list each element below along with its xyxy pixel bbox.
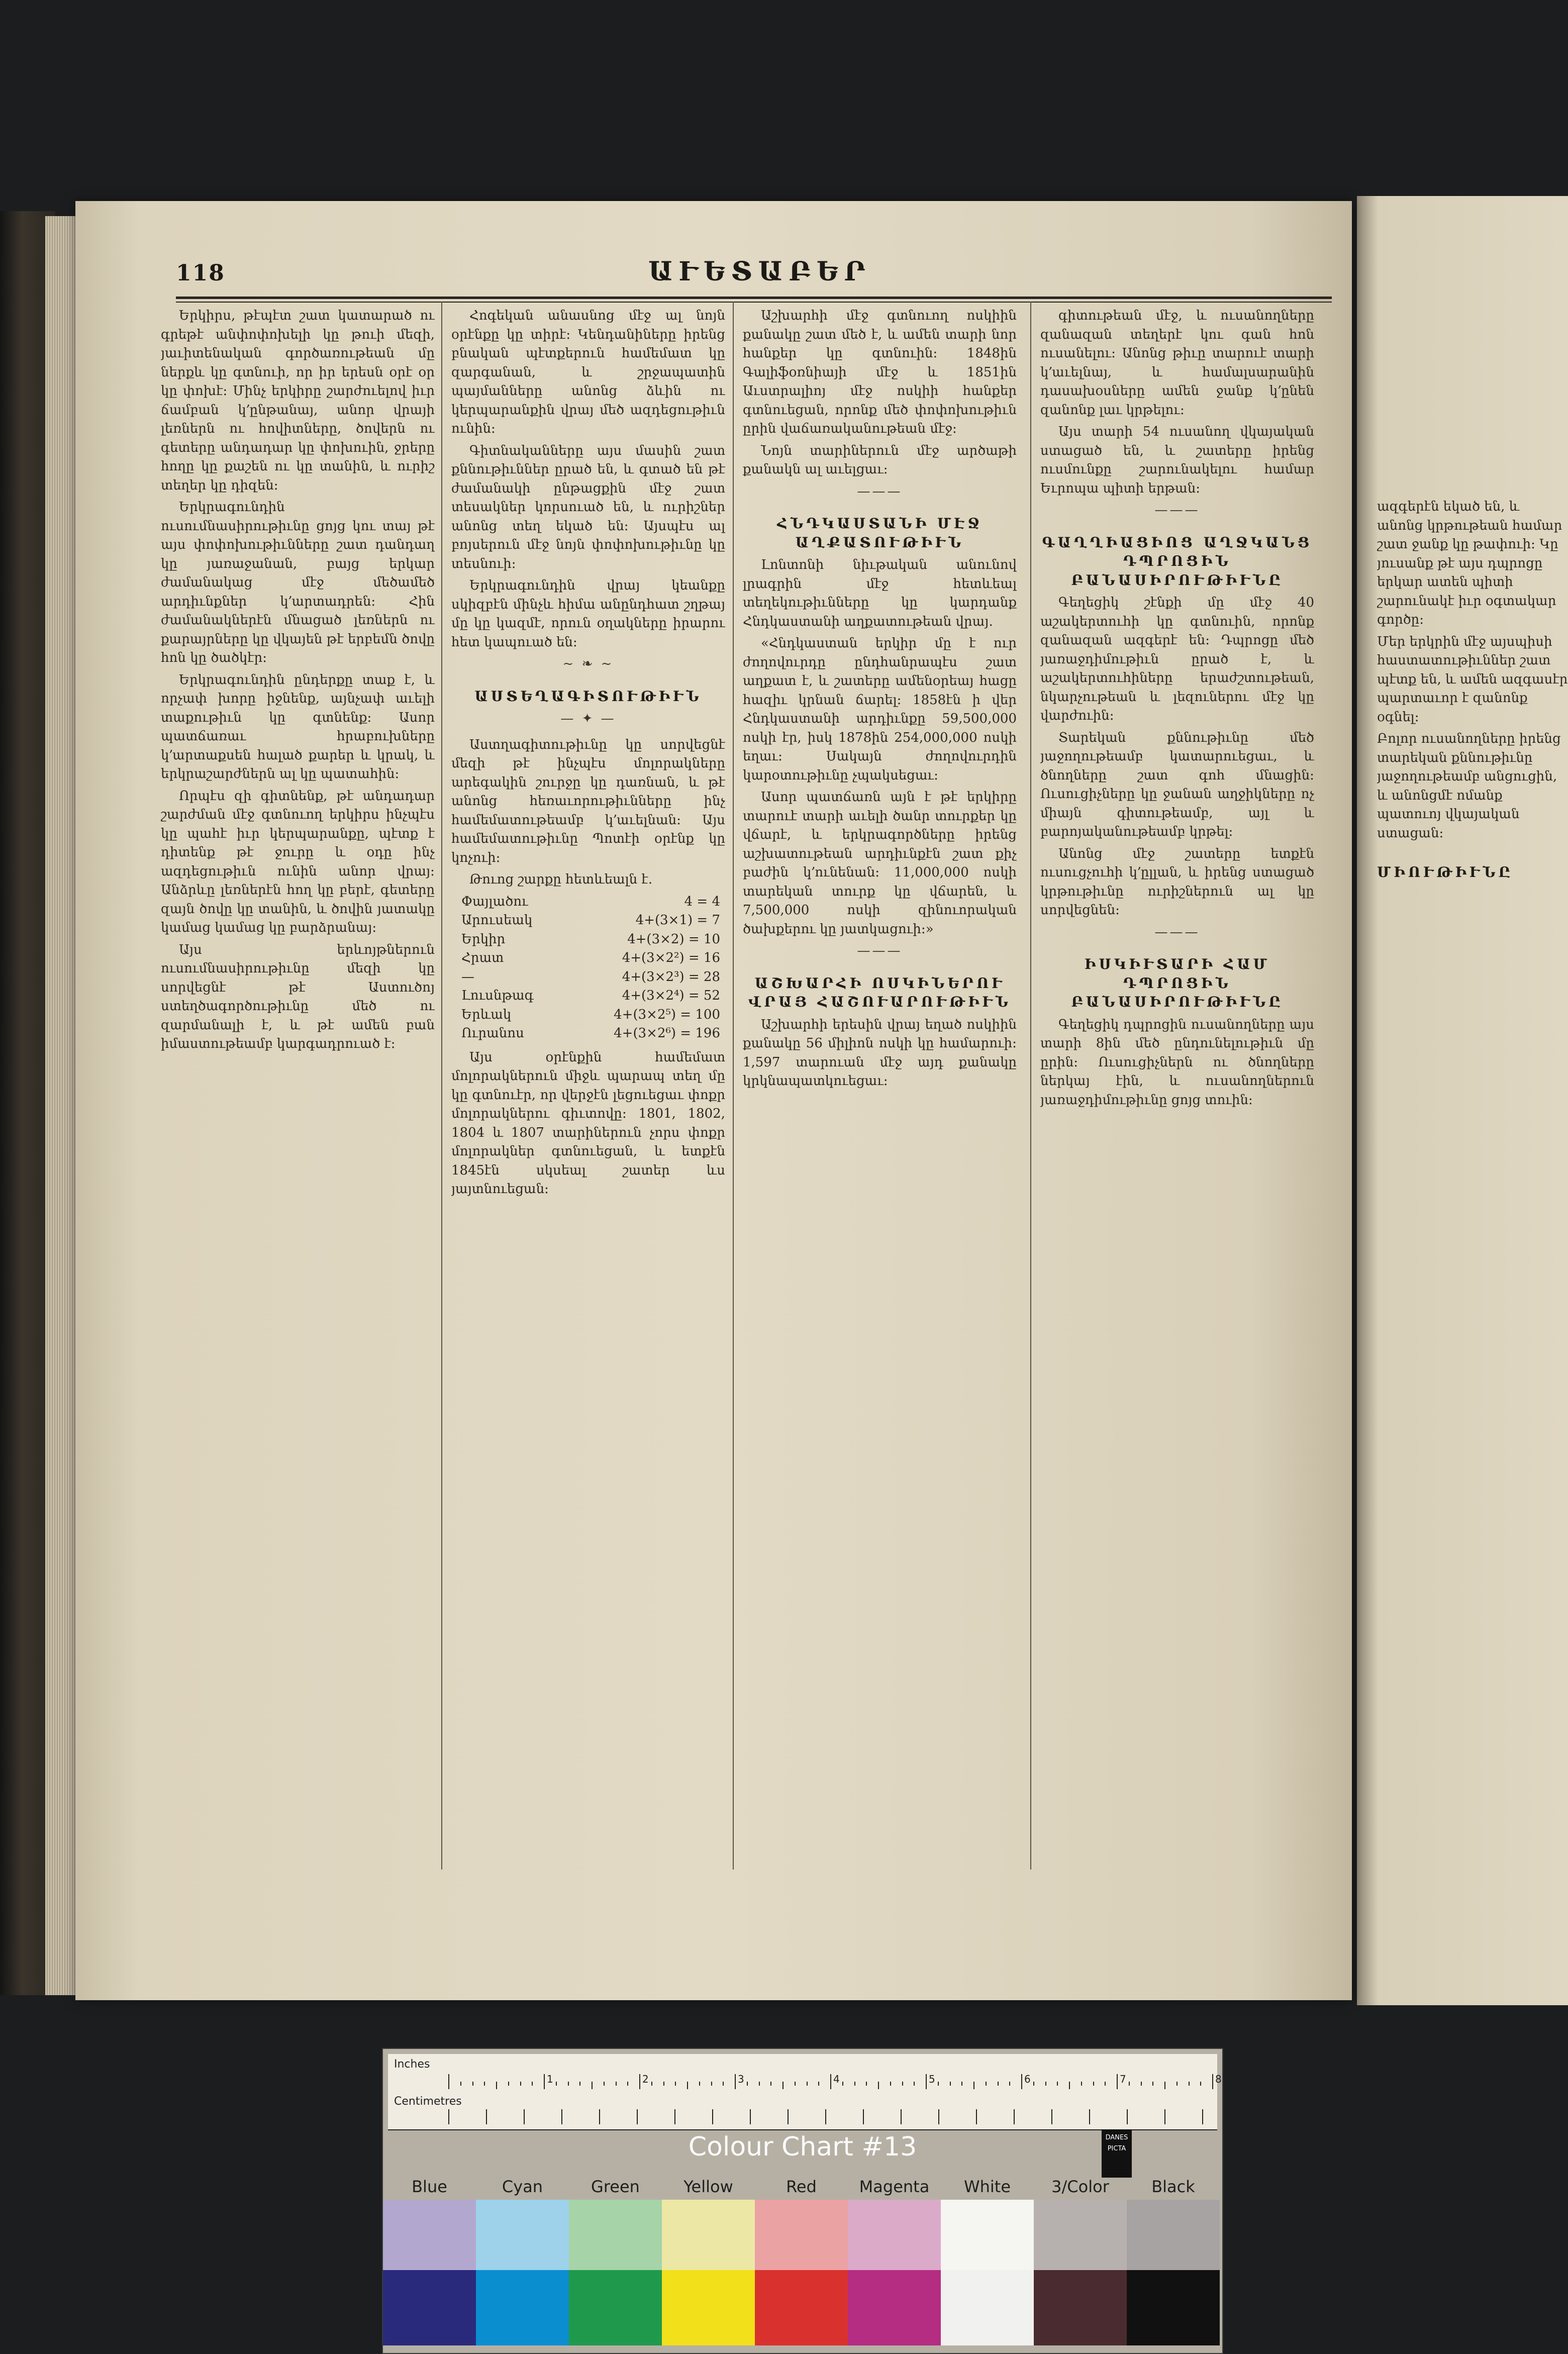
patch-label: Yellow bbox=[683, 2177, 733, 2196]
inch-tick-label: 4 bbox=[833, 2073, 840, 2085]
column-3-paragraphs bbox=[743, 307, 1017, 479]
cm-tick bbox=[901, 2109, 902, 2124]
cm-tick bbox=[788, 2109, 789, 2124]
minor-tick bbox=[770, 2082, 771, 2086]
colour-chart bbox=[382, 2048, 1223, 2354]
planet-name: Փայլածու bbox=[461, 894, 528, 909]
minor-tick bbox=[866, 2082, 867, 2086]
minor-tick bbox=[914, 2082, 915, 2086]
table-row bbox=[451, 930, 725, 949]
planet-name: Լուսնթագ bbox=[461, 988, 534, 1003]
patch-label: Red bbox=[786, 2177, 817, 2196]
girls-school-paragraphs bbox=[1040, 594, 1314, 920]
section-title-astronomy: ԱՍՏԵՂԱԳԻՏՈՒԹԻՒՆ bbox=[474, 688, 702, 705]
column-divider bbox=[1030, 302, 1031, 1870]
paragraph: Այս երևոյթներուն ուսումնասիրութիւնը մեզի կը սորվեցնէ թէ Աստուծոյ ստեղծագործութիւնը մեծ ու զարմանալի է, և թէ ամեն բան իմաստութեամբ կարգադրուած է։ bbox=[161, 942, 435, 1051]
colour-patch-light bbox=[848, 2200, 941, 2270]
minor-tick bbox=[818, 2082, 819, 2086]
paragraph: Բոլոր ուսանողները իրենց տարեկան քննութիւնը յաջողութեամբ անցուցին, և անոնցմէ ոմանք պատուոյ վկայական ստացան։ bbox=[1377, 731, 1561, 841]
minor-tick bbox=[460, 2082, 461, 2086]
cm-tick bbox=[561, 2109, 562, 2124]
planet-name: Երևակ bbox=[461, 1007, 512, 1022]
paragraph: Աստղագիտութիւնը կը սորվեցնէ մեզի թէ ինչպէս մոլորակները արեգակին շուրջը կը դառնան, և թէ անոնց հեռաւորութիւնները ինչ համեմատութեամբ կ՚աւելնան։ Այս համեմատութիւնը Պոտէի օրէնք կը կոչուի։ bbox=[451, 737, 725, 865]
minor-tick bbox=[556, 2082, 557, 2086]
column-4 bbox=[1040, 307, 1314, 1865]
paragraph: Այս օրէնքին համեմատ մոլորակներուն միջև պարապ տեղ մը կը գտնուէր, որ վերջէն լեցուեցաւ փոքր մոլորակներու գիւտովը։ 1801, 1802, 1804 և 1807 տարիներուն չորս փոքր մոլորակներ գտնուեցան, և ետքէն 1845էն սկսեալ շատեր ևս յայտնուեցան։ bbox=[451, 1049, 725, 1197]
paragraph: Աշխարհի մէջ գտնուող ոսկիին քանակը շատ մեծ է, և ամեն տարի նոր հանքեր կը գտնուին։ 1848ին Գալիֆօռնիայի մէջ և 1851ին Աւստրալիոյ մէջ ոսկիի հանքեր գտնուեցան, որոնք մեծ փոփոխութիւն ըրին վաճառականութեան մէջ։ bbox=[743, 308, 1017, 436]
cm-tick bbox=[674, 2109, 675, 2124]
minor-tick bbox=[1152, 2082, 1153, 2086]
minor-tick bbox=[675, 2082, 676, 2086]
table-row bbox=[451, 1024, 725, 1043]
minor-tick bbox=[1093, 2082, 1094, 2086]
table-row bbox=[451, 911, 725, 930]
planet-value: 4+(3×2⁶) = 196 bbox=[614, 1026, 720, 1041]
paragraph: Նոյն տարիներուն մէջ արծաթի քանակն ալ աւելցաւ։ bbox=[743, 443, 1017, 477]
patch-label: Green bbox=[591, 2177, 640, 2196]
colour-patch-dark bbox=[941, 2270, 1034, 2345]
section-title-gold: ԱՇԽԱՐՀԻ ՈՍԿԻՆԵՐՈՒ ՎՐԱՅ ՀԱՇՈՒԱՐՈՒԹԻՒՆ bbox=[748, 974, 1012, 1010]
paragraph: գիտութեան մէջ, և ուսանողները զանազան տեղերէ կու գան հոն ուսանելու։ Անոնց թիւը տարուէ տարի կ՚աւելնայ, և համալսարանին դասախօսները ամեն ջանք կ՚ընեն զանոնք լաւ կրթելու։ bbox=[1040, 308, 1314, 418]
colour-patch-light bbox=[1034, 2200, 1127, 2270]
page-number: 118 bbox=[176, 260, 225, 286]
cm-tick bbox=[637, 2109, 638, 2124]
cm-tick bbox=[863, 2109, 864, 2124]
patch-label: White bbox=[963, 2177, 1011, 2196]
gold-paragraphs bbox=[743, 1016, 1017, 1091]
minor-tick bbox=[711, 2082, 712, 2086]
cm-tick bbox=[938, 2109, 939, 2124]
paragraph: ազգերէն եկած են, և անոնց կրթութեան համար շատ ջանք կը թափուի։ Կը յուսանք թէ այս դպրոցը երկար ատեն պիտի շարունակէ իւր օգտակար գործը։ bbox=[1377, 499, 1562, 627]
cm-tick bbox=[1202, 2109, 1203, 2124]
inch-tick-label: 8 bbox=[1215, 2073, 1222, 2085]
minor-tick bbox=[1033, 2082, 1034, 2086]
minor-tick bbox=[759, 2082, 760, 2086]
column-3 bbox=[743, 307, 1017, 1865]
minor-tick bbox=[1141, 2082, 1142, 2086]
colour-patch-light bbox=[476, 2200, 569, 2270]
paragraph: Թուոց շարքը հետևեալն է․ bbox=[469, 872, 653, 887]
inch-tick bbox=[639, 2074, 640, 2089]
inch-tick bbox=[1117, 2074, 1118, 2089]
inch-tick-label: 3 bbox=[738, 2073, 744, 2085]
planet-value: 4+(3×2) = 10 bbox=[627, 931, 720, 947]
ruler-cm-label: Centimetres bbox=[394, 2095, 462, 2108]
table-row bbox=[451, 968, 725, 987]
paragraph: Գեղեցիկ դպրոցին ուսանողները այս տարի 8ին մեծ ընդունելութիւն մը ըրին։ Ուսուցիչներն ու ծնողները ներկայ էին, և ուսանողներուն յառաջդիմութիւնը ցոյց տուին։ bbox=[1040, 1017, 1314, 1108]
paragraph: Երկրագունդին ընդերքը տաք է, և որչափ խորը իջնենք, այնչափ աւելի տաքութիւն կը գտնենք։ Ասոր պատճառաւ հրաբուխները կ՚արտաքսեն հալած քարեր և կրակ, և երկրաշարժներն ալ կը պատահին։ bbox=[161, 672, 435, 781]
minor-tick bbox=[592, 2082, 593, 2089]
minor-tick bbox=[747, 2082, 748, 2086]
inch-tick-label: 1 bbox=[547, 2073, 553, 2085]
minor-tick bbox=[986, 2082, 987, 2086]
cm-tick bbox=[1127, 2109, 1128, 2124]
danes-picta-logo: DANES PICTA bbox=[1102, 2129, 1132, 2178]
colour-patch-dark bbox=[1127, 2270, 1220, 2345]
ruler-inches-label: Inches bbox=[394, 2058, 430, 2071]
cm-tick bbox=[976, 2109, 977, 2124]
minor-tick bbox=[807, 2082, 808, 2086]
minor-tick bbox=[627, 2082, 628, 2086]
minor-tick bbox=[973, 2082, 974, 2089]
minor-tick bbox=[604, 2082, 605, 2086]
paragraph: Որպէս զի գիտնենք, թէ անդադար շարժման մէջ գտնուող երկիրս ինչպէս կը պահէ իւր կերպարանքը, պէտք է դիտենք թէ ջուրը և օդը ինչ ազդեցութիւն ունին անոր վրայ։ Անձրևը լեռներէն հող կը բերէ, գետերը զայն ծովը կը տանին, և ծովին յատակը կամաց կամաց կը բարձրանայ։ bbox=[161, 788, 435, 935]
planet-value: 4 = 4 bbox=[684, 894, 720, 909]
page-header bbox=[95, 256, 1332, 291]
planet-name: Արուսեակ bbox=[461, 913, 533, 928]
minor-tick bbox=[687, 2082, 688, 2089]
chart-title: Colour Chart #13 bbox=[688, 2132, 917, 2162]
ornament-divider: — ✦ — bbox=[560, 711, 616, 726]
inch-tick-label: 7 bbox=[1120, 2073, 1126, 2085]
minor-tick bbox=[902, 2082, 903, 2086]
paragraph: Հոգեկան անասնոց մէջ ալ նոյն օրէնքը կը տիրէ։ Կենդանիները իրենց բնական պէտքերուն համեմատ կը զարգանան, և շրջապատին պայմանները անոնց ձևին ու կերպարանքին վրայ մեծ ազդեցութիւն ունին։ bbox=[451, 308, 725, 436]
minor-tick bbox=[1105, 2082, 1106, 2086]
india-paragraphs bbox=[743, 556, 1017, 939]
inch-tick-label: 5 bbox=[929, 2073, 935, 2085]
minor-tick bbox=[998, 2082, 999, 2086]
facing-page-column bbox=[1377, 498, 1568, 2055]
masthead-title: ԱՒԵՏԱԲԵՐ bbox=[648, 256, 871, 287]
column-divider bbox=[733, 302, 734, 1870]
planet-name: Հրատ bbox=[461, 950, 504, 965]
paragraph: Ասոր պատճառն այն է թէ երկիրը տարուէ տարի աւելի ծանր տուրքեր կը վճարէ, և երկրագործները իրենց աշխատութեան արդիւնքէն շատ քիչ բաժին կ՚ունենան։ 11,000,000 ոսկի տարեկան տուրք կը վճարեն, և 7,500,000 ոսկի զինուորական ծախքերու կը յատկացուի։» bbox=[743, 790, 1017, 937]
paragraph: Երկրագունդին վրայ կեանքը սկիզբէն մինչև հիմա անընդհատ շղթայ մը կը կազմէ, որուն օղակները իրարու հետ կապուած են։ bbox=[451, 578, 725, 650]
column-divider bbox=[441, 302, 442, 1870]
minor-tick bbox=[520, 2082, 521, 2086]
patch-label: Cyan bbox=[502, 2177, 543, 2196]
table-row bbox=[451, 987, 725, 1006]
minor-tick bbox=[484, 2082, 485, 2086]
minor-tick bbox=[472, 2082, 473, 2086]
paragraph: Տարեկան քննութիւնը մեծ յաջողութեամբ կատարուեցաւ, և ծնողները շատ գոհ մնացին։ Ուսուցիչները կը ջանան աղջիկները ոչ միայն գիտութեամբ, այլ և բարոյականութեամբ կրթել։ bbox=[1040, 730, 1314, 839]
paragraph: Երկրագունդին ուսումնասիրութիւնը ցոյց կու տայ թէ այս փոփոխութիւնները շատ դանդաղ կը յառաջանան, բայց երկար ժամանակաց մէջ մեծամեծ արդիւնքներ կ՚արտադրեն։ Հին ժամանակներէն մնացած լեռներն ու քարայրները կը վկայեն թէ երբեմն ծովը հոն կը ծածկէր։ bbox=[161, 500, 435, 665]
header-rule bbox=[176, 297, 1332, 299]
column-1-paragraphs bbox=[161, 307, 435, 1054]
minor-tick bbox=[961, 2082, 962, 2086]
patch-label: Blue bbox=[412, 2177, 447, 2196]
paragraph: Անոնց մէջ շատերը ետքէն ուսուցչուհի կ՚ըլլան, և իրենց ստացած կրթութիւնը ուրիշներուն ալ կը սորվեցնեն։ bbox=[1040, 846, 1314, 918]
minor-tick bbox=[1177, 2082, 1178, 2086]
colour-patch-light bbox=[569, 2200, 662, 2270]
inch-tick bbox=[926, 2074, 927, 2089]
astronomy-paragraphs bbox=[451, 736, 725, 890]
school-paragraphs bbox=[1040, 1016, 1314, 1110]
inch-tick bbox=[1021, 2074, 1022, 2089]
bode-law-table bbox=[451, 893, 725, 1043]
minor-tick bbox=[532, 2082, 533, 2086]
paragraph: Գիտնականները այս մասին շատ քննութիւններ ըրած են, և գտած են թէ ժամանակի ընթացքին մէջ շատ տեսակներ կորսուած են, և ուրիշներ անոնց տեղ եկած են։ Այսպէս ալ բոյսերուն մէջ նոյն փոփոխութիւնը կը տեսնուի։ bbox=[451, 443, 725, 571]
planet-name: Ուրանոս bbox=[461, 1026, 524, 1041]
ornament-divider: ——— bbox=[857, 943, 903, 958]
colour-patch-dark bbox=[569, 2270, 662, 2345]
colour-patch-dark bbox=[383, 2270, 476, 2345]
inch-tick bbox=[830, 2074, 831, 2089]
paragraph: Երկիրս, թէպէտ շատ կատարած ու գրեթէ անփոփոխելի կը թուի մեզի, յաւիտենական գործառութեան մը ներքև կը գտնուի, որ իր երեսն օրէ օր կը փոխէ։ Մինչ երկիրը շարժուելով իւր ճամբան կ՚ընթանայ, անոր վրայի լեռներն ու հովիտները, ծովերն ու գետերը անդադար կը փոխուին, ջրերը հողը կը քաշեն ու կը տանին, և ուրիշ տեղեր կը դիզեն։ bbox=[161, 308, 435, 493]
minor-tick bbox=[854, 2082, 855, 2086]
minor-tick bbox=[723, 2082, 724, 2086]
cm-tick bbox=[524, 2109, 525, 2124]
cm-tick bbox=[486, 2109, 487, 2124]
minor-tick bbox=[1045, 2082, 1046, 2086]
paragraph: Մեր երկրին մէջ այսպիսի հաստատութիւններ շատ պէտք են, և ամեն ազգասէր պարտաւոր է զանոնք օգնել։ bbox=[1377, 634, 1568, 725]
colour-patch-dark bbox=[755, 2270, 848, 2345]
table-row bbox=[451, 1006, 725, 1025]
colour-patch-light bbox=[755, 2200, 848, 2270]
cm-tick bbox=[1089, 2109, 1090, 2124]
cm-tick bbox=[448, 2109, 449, 2124]
astronomy-after-table bbox=[451, 1048, 725, 1199]
minor-tick bbox=[782, 2082, 783, 2089]
planet-value: 4+(3×1) = 7 bbox=[635, 913, 720, 928]
cm-tick bbox=[1164, 2109, 1165, 2124]
colour-patch-dark bbox=[662, 2270, 755, 2345]
section-title-girls-school: ԳԱՂՂԻԱՑԻՈՑ ԱՂՋԿԱՆՑ ԴՊՐՈՑԻՆ ԲԱՆԱՍԻՐՈՒԹԻՒՆԸ bbox=[1042, 534, 1313, 588]
paragraph: Գեղեցիկ շէնքի մը մէջ 40 աշակերտուհի կը գտնուին, որոնք զանազան ազգերէ են։ Դպրոցը մեծ յառաջդիմութիւն ըրած է, և աշակերտուհիները երաժշտութեան, նկարչութեան և լեզուներու մէջ կը վարժուին։ bbox=[1040, 595, 1314, 723]
minor-tick bbox=[890, 2082, 891, 2086]
inch-tick-label: 2 bbox=[642, 2073, 649, 2085]
planet-value: 4+(3×2⁵) = 100 bbox=[614, 1007, 720, 1022]
column-2-paragraphs bbox=[451, 307, 725, 652]
colour-patch-dark bbox=[848, 2270, 941, 2345]
minor-tick bbox=[1189, 2082, 1190, 2086]
minor-tick bbox=[1069, 2082, 1070, 2089]
paragraph: Այս տարի 54 ուսանող վկայական ստացած են, և շատերը իրենց ուսմունքը շարունակելու համար Եւրոպա պիտի երթան։ bbox=[1040, 424, 1314, 496]
cm-tick bbox=[750, 2109, 751, 2124]
ornament-divider: ——— bbox=[857, 483, 903, 499]
minor-tick bbox=[663, 2082, 664, 2086]
inch-tick-label: 6 bbox=[1024, 2073, 1031, 2085]
patch-label: Black bbox=[1151, 2177, 1195, 2196]
colour-patch-light bbox=[941, 2200, 1034, 2270]
minor-tick bbox=[842, 2082, 843, 2086]
facing-page bbox=[1357, 196, 1568, 2005]
header-rule-thin bbox=[176, 302, 1332, 303]
colour-patch-light bbox=[662, 2200, 755, 2270]
ornament-divider: ——— bbox=[1154, 503, 1200, 518]
minor-tick bbox=[878, 2082, 879, 2089]
minor-tick bbox=[938, 2082, 939, 2086]
section-title-school: ԻՍԿԻՒՏԱՐԻ ՀԱՄ ԴՊՐՈՑԻՆ ԲԱՆԱՍԻՐՈՒԹԻՒՆԸ bbox=[1071, 956, 1284, 1010]
minor-tick bbox=[699, 2082, 700, 2086]
cm-tick bbox=[1051, 2109, 1052, 2124]
planet-value: 4+(3×2⁴) = 52 bbox=[622, 988, 720, 1003]
paragraph: Աշխարհի երեսին վրայ եղած ոսկիին քանակը 56 միլիոն ոսկի կը համարուի։ 1,597 տարուան մէջ այդ քանակը կրկնապատկուեցաւ։ bbox=[743, 1017, 1017, 1089]
table-row bbox=[451, 949, 725, 968]
planet-name: — bbox=[461, 969, 474, 985]
colour-patch-dark bbox=[476, 2270, 569, 2345]
minor-tick bbox=[579, 2082, 580, 2086]
minor-tick bbox=[1057, 2082, 1058, 2086]
planet-value: 4+(3×2²) = 16 bbox=[622, 950, 720, 965]
inch-tick bbox=[544, 2074, 545, 2089]
planet-value: 4+(3×2³) = 28 bbox=[622, 969, 720, 985]
minor-tick bbox=[616, 2082, 617, 2086]
ornament-divider: ——— bbox=[1154, 924, 1200, 940]
inch-tick bbox=[1212, 2074, 1213, 2089]
column-2 bbox=[451, 307, 725, 1865]
minor-tick bbox=[508, 2082, 509, 2086]
patch-label: 3/Color bbox=[1051, 2177, 1109, 2196]
table-row bbox=[451, 893, 725, 912]
paragraph: Լոնտոնի նիւթական անունով լրագրին մէջ հետևեալ տեղեկութիւնները կը կարդանք Հնդկաստանի աղքատութեան վրայ․ bbox=[743, 557, 1017, 629]
cm-tick bbox=[599, 2109, 600, 2124]
colour-patch-light bbox=[1127, 2200, 1220, 2270]
facing-page-paragraphs bbox=[1377, 498, 1568, 843]
cm-tick bbox=[825, 2109, 826, 2124]
ruler bbox=[388, 2054, 1222, 2130]
minor-tick bbox=[1200, 2082, 1201, 2086]
colour-patch-light bbox=[383, 2200, 476, 2270]
minor-tick bbox=[1164, 2082, 1165, 2089]
minor-tick bbox=[1081, 2082, 1082, 2086]
minor-tick bbox=[1009, 2082, 1010, 2086]
inch-tick bbox=[735, 2074, 736, 2089]
paragraph: «Հնդկաստան երկիր մը է ուր ժողովուրդը ընդհանրապէս շատ աղքատ է, և շատերը ամենօրեայ հացը հազիւ կրնան ճարել։ 1858էն ի վեր Հնդկաստանի արդիւնքը 59,500,000 ոսկի էր, իսկ 1878ին 254,000,000 ոսկի եղաւ։ Սակայն ժողովուրդին կարօտութիւնը չպակսեցաւ։ bbox=[743, 636, 1017, 783]
cm-tick bbox=[1014, 2109, 1015, 2124]
section-title-india: ՀՆԴԿԱՍՏԱՆԻ ՄԷՋ ԱՂՔԱՏՈՒԹԻՒՆ bbox=[777, 515, 983, 551]
minor-tick bbox=[1129, 2082, 1130, 2086]
minor-tick bbox=[651, 2082, 652, 2086]
column-1 bbox=[161, 307, 435, 1865]
minor-tick bbox=[496, 2082, 497, 2089]
ornament-divider: ~ ❧ ~ bbox=[562, 656, 614, 671]
column-4-paragraphs bbox=[1040, 307, 1314, 498]
planet-name: Երկիր bbox=[461, 931, 506, 947]
cm-tick bbox=[712, 2109, 713, 2124]
facing-page-title: ՄԻՈՒԹԻՒՆԸ bbox=[1377, 864, 1513, 880]
colour-patch-dark bbox=[1034, 2270, 1127, 2345]
minor-tick bbox=[568, 2082, 569, 2086]
minor-tick bbox=[950, 2082, 951, 2086]
inch-tick bbox=[448, 2074, 449, 2089]
patch-label: Magenta bbox=[859, 2177, 930, 2196]
minor-tick bbox=[795, 2082, 796, 2086]
